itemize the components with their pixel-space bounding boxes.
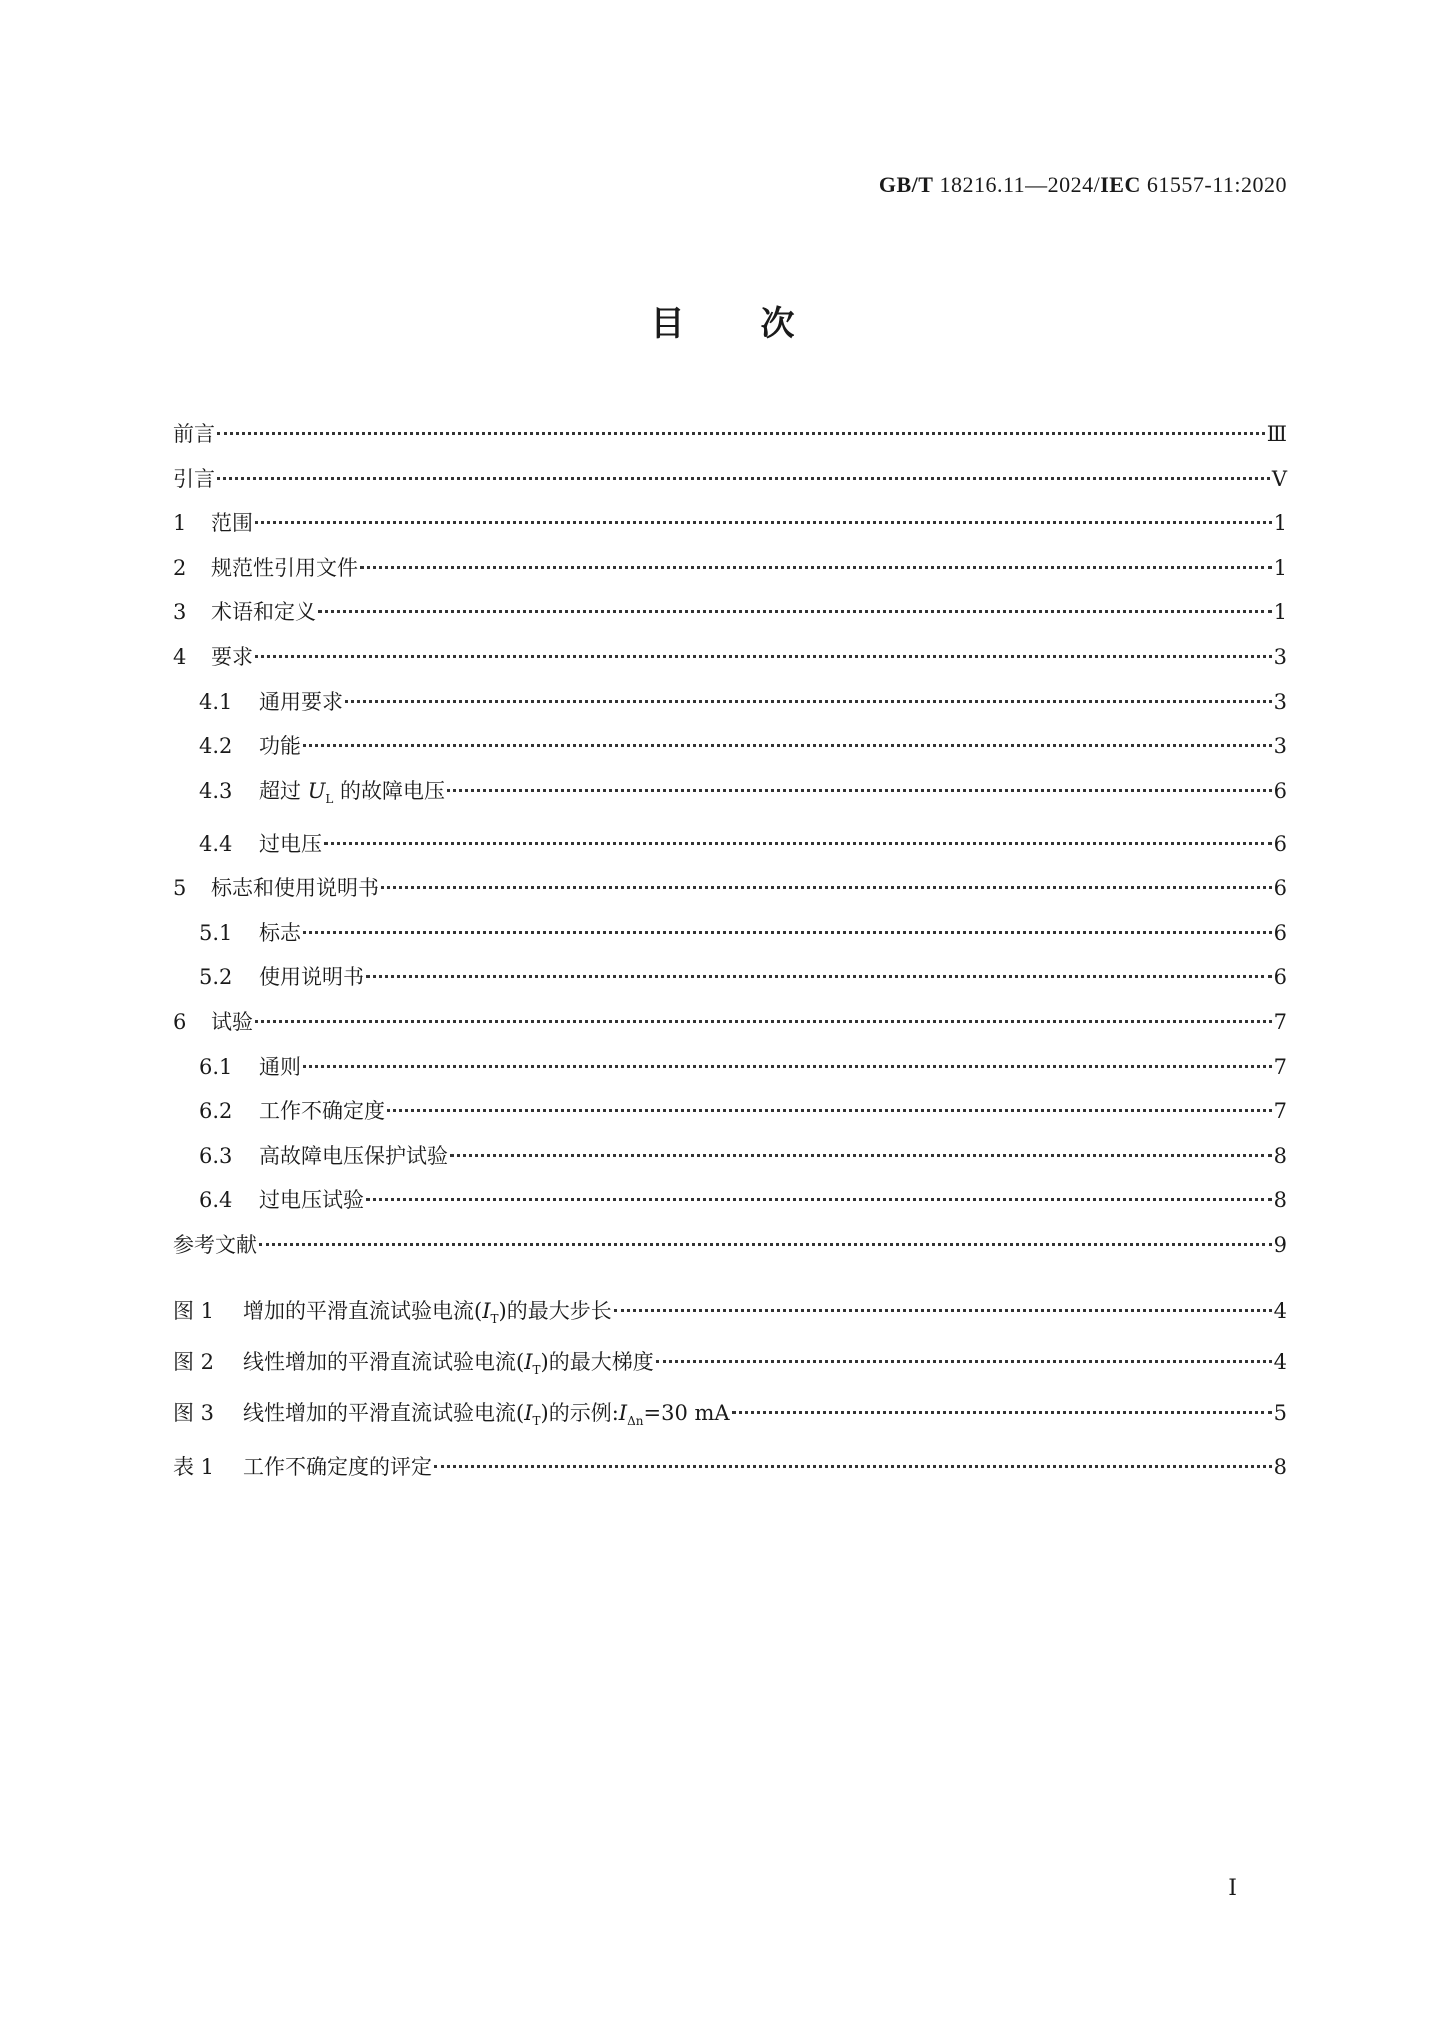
toc-label: 范围	[211, 511, 253, 536]
leader-dots	[434, 1465, 1272, 1468]
label-part: 的故障电压	[333, 778, 446, 803]
std-prefix-gbt: GB/T	[878, 172, 934, 197]
toc-number: 4.2	[199, 734, 233, 759]
toc-label: 过电压	[259, 831, 322, 856]
label-part: =30 mA	[643, 1401, 730, 1426]
toc-entry-1[interactable]	[173, 501, 1287, 546]
table-page: 8	[1273, 1455, 1287, 1479]
figure-label	[243, 1290, 612, 1341]
toc-number: 4.4	[199, 831, 233, 856]
toc-label: 术语和定义	[211, 600, 316, 625]
toc-page: Ⅴ	[1271, 466, 1287, 491]
toc-number: 5.2	[199, 965, 233, 990]
leader-dots	[255, 1020, 1272, 1023]
toc-page: 6	[1273, 876, 1287, 901]
variable-subscript: T	[490, 1312, 499, 1327]
toc-number: 6	[173, 1009, 187, 1034]
toc-label: 规范性引用文件	[211, 555, 358, 580]
toc-page: 1	[1273, 511, 1287, 536]
page-folio: Ⅰ	[1228, 1876, 1237, 1901]
toc-number: 5	[173, 876, 187, 901]
toc-entry-6[interactable]	[173, 1000, 1287, 1045]
table-number: 表 1	[173, 1455, 215, 1479]
leader-dots	[255, 521, 1272, 524]
toc-label: 要求	[211, 644, 253, 669]
toc-page: 1	[1273, 555, 1287, 580]
leader-dots	[318, 610, 1272, 613]
label-part: 线性增加的平滑直流试验电流(	[243, 1350, 525, 1375]
toc-page: 7	[1273, 1054, 1287, 1079]
current-variable: I	[482, 1299, 491, 1323]
toc-page: 8	[1273, 1188, 1287, 1213]
toc-entry-2[interactable]	[173, 546, 1287, 591]
toc-page: Ⅲ	[1266, 422, 1287, 446]
label-part: )的最大步长	[498, 1299, 612, 1323]
leader-dots	[217, 477, 1270, 480]
leader-dots	[217, 432, 1265, 435]
toc-label: 高故障电压保护试验	[259, 1143, 448, 1168]
toc-entry-5-2[interactable]	[173, 955, 1287, 1000]
toc-page: 1	[1273, 600, 1287, 625]
table-entry-1[interactable]	[173, 1445, 1287, 1490]
toc-entry-6-4[interactable]	[173, 1178, 1287, 1223]
toc-label: 使用说明书	[259, 965, 364, 990]
list-of-tables	[173, 1445, 1287, 1490]
figure-entry-3[interactable]	[173, 1392, 1287, 1443]
figure-page: 4	[1273, 1299, 1287, 1323]
toc-page: 3	[1273, 734, 1287, 759]
toc-page: 8	[1273, 1143, 1287, 1168]
figure-label	[243, 1341, 654, 1392]
leader-dots	[387, 1109, 1272, 1112]
toc-number: 6.1	[199, 1054, 233, 1079]
toc-number: 4.3	[199, 778, 233, 803]
toc-page: 6	[1273, 778, 1287, 803]
toc-label: 引言	[173, 466, 215, 491]
figure-page: 5	[1273, 1401, 1287, 1426]
toc-entry-4-3[interactable]	[173, 769, 1287, 822]
toc-page: 6	[1273, 965, 1287, 990]
figure-page: 4	[1273, 1350, 1287, 1375]
toc-entry-4[interactable]	[173, 635, 1287, 680]
label-part: 超过	[259, 778, 308, 803]
label-part: )的示例:	[540, 1401, 619, 1426]
toc-number: 5.1	[199, 920, 233, 945]
toc-label: 试验	[211, 1009, 253, 1034]
toc-entry-4-1[interactable]	[173, 680, 1287, 725]
current-variable: I	[524, 1401, 533, 1426]
label-part: 增加的平滑直流试验电流(	[243, 1299, 483, 1323]
figure-entry-2[interactable]	[173, 1341, 1287, 1392]
toc-number: 3	[173, 600, 187, 625]
toc-label: 功能	[259, 734, 301, 759]
leader-dots	[656, 1360, 1272, 1363]
toc-number: 4.1	[199, 689, 233, 714]
toc-page: 7	[1273, 1099, 1287, 1124]
variable-subscript: T	[532, 1414, 541, 1429]
figure-number: 图 3	[173, 1401, 215, 1426]
voltage-variable: U	[307, 778, 326, 803]
toc-entry-introduction[interactable]	[173, 457, 1287, 502]
std-prefix-iec: IEC	[1100, 172, 1141, 197]
toc-entry-6-1[interactable]	[173, 1045, 1287, 1090]
toc-entry-5-1[interactable]	[173, 911, 1287, 956]
toc-page: 7	[1273, 1009, 1287, 1034]
toc-number: 6.4	[199, 1188, 233, 1213]
toc-number: 1	[173, 511, 187, 536]
toc-number: 6.3	[199, 1143, 233, 1168]
leader-dots	[450, 1154, 1272, 1157]
figure-number: 图 2	[173, 1350, 215, 1375]
toc-entry-bibliography[interactable]	[173, 1223, 1287, 1268]
toc-number: 4	[173, 644, 187, 669]
toc-label: 工作不确定度	[259, 1099, 385, 1124]
variable-subscript: Δn	[627, 1414, 644, 1429]
leader-dots	[360, 566, 1272, 569]
leader-dots	[366, 975, 1272, 978]
leader-dots	[447, 789, 1272, 792]
toc-page: 3	[1273, 689, 1287, 714]
toc-entry-5[interactable]	[173, 866, 1287, 911]
toc-number: 6.2	[199, 1099, 233, 1124]
std-number-gbt: 18216.11—2024/	[933, 172, 1101, 197]
leader-dots	[381, 886, 1272, 889]
toc-entry-4-2[interactable]	[173, 724, 1287, 769]
toc-page: 6	[1273, 831, 1287, 856]
leader-dots	[614, 1309, 1272, 1312]
toc-label: 前言	[173, 422, 215, 446]
toc-entry-6-3[interactable]	[173, 1134, 1287, 1179]
table-of-contents	[173, 412, 1287, 1267]
toc-label: 过电压试验	[259, 1188, 364, 1213]
leader-dots	[255, 655, 1272, 658]
leader-dots	[732, 1411, 1272, 1414]
std-number-iec: 61557-11:2020	[1140, 172, 1287, 197]
figure-number: 图 1	[173, 1299, 215, 1323]
variable-subscript: T	[532, 1363, 541, 1378]
toc-entry-3[interactable]	[173, 590, 1287, 635]
leader-dots	[366, 1198, 1272, 1201]
label-part: 线性增加的平滑直流试验电流(	[243, 1401, 525, 1426]
leader-dots	[345, 700, 1272, 703]
toc-number: 2	[173, 555, 187, 580]
table-label: 工作不确定度的评定	[243, 1455, 432, 1479]
toc-entry-6-2[interactable]	[173, 1089, 1287, 1134]
variable-subscript: L	[325, 791, 334, 806]
list-of-figures	[173, 1290, 1287, 1444]
leader-dots	[303, 931, 1272, 934]
leader-dots	[303, 744, 1272, 747]
toc-label: 标志	[259, 920, 301, 945]
current-variable: I	[524, 1350, 533, 1375]
current-variable: I	[618, 1401, 628, 1426]
leader-dots	[259, 1243, 1272, 1246]
leader-dots	[324, 842, 1272, 845]
page-title: 目次	[650, 304, 871, 344]
label-part: )的最大梯度	[540, 1350, 654, 1375]
toc-page: 9	[1273, 1232, 1287, 1257]
figure-label	[243, 1392, 730, 1443]
toc-label: 参考文献	[173, 1232, 257, 1257]
standard-number-header	[879, 172, 1287, 198]
toc-page: 3	[1273, 644, 1287, 669]
figure-entry-1[interactable]	[173, 1290, 1287, 1341]
leader-dots	[303, 1065, 1272, 1068]
toc-label: 通则	[259, 1054, 301, 1079]
toc-entry-4-4[interactable]	[173, 822, 1287, 867]
toc-page: 6	[1273, 920, 1287, 945]
toc-entry-foreword[interactable]	[173, 412, 1287, 457]
toc-label: 通用要求	[259, 689, 343, 714]
toc-label: 标志和使用说明书	[211, 876, 379, 901]
toc-label	[259, 769, 445, 822]
